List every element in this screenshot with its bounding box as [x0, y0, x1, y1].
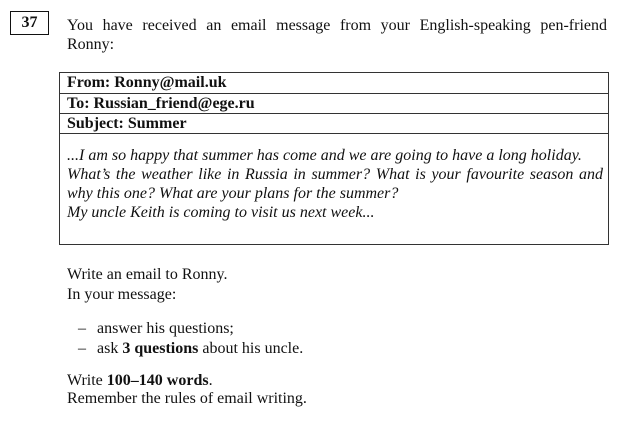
task-number: 37: [10, 11, 49, 35]
email-body-line: ...I am so happy that summer has come and we are going to have a long holiday.: [67, 147, 582, 164]
instruction-bullet: [78, 319, 234, 338]
email-subject: Subject: Summer: [60, 114, 608, 134]
instruction-in-message: In your message:: [67, 286, 177, 303]
email-body-line: What’s the weather like in Russia in summer? What is your favourite season and why this one? What are your plans for the summer?: [67, 166, 603, 202]
task-intro: You have received an email message from your English-speaking pen-friend Ronny:: [67, 17, 607, 53]
bullet-text: answer his questions;: [97, 320, 234, 337]
instruction-bullet: [78, 339, 303, 358]
bullet-bold-text: 3 questions: [122, 340, 199, 357]
bullet-text: about his uncle.: [198, 340, 304, 357]
email-from: From: Ronny@mail.uk: [60, 73, 608, 94]
email-to: To: Russian_friend@ege.ru: [60, 94, 608, 114]
email-body: [60, 134, 608, 222]
instruction-write-email: Write an email to Ronny.: [67, 266, 228, 283]
bullet-text: ask: [97, 340, 123, 357]
email-message-box: [59, 72, 609, 245]
email-body-line: My uncle Keith is coming to visit us next week...: [67, 204, 375, 221]
word-count-range: 100–140 words: [106, 372, 209, 389]
instruction-reminder: Remember the rules of email writing.: [67, 390, 307, 407]
word-count-suffix: .: [208, 372, 213, 389]
instruction-word-count: [67, 371, 213, 390]
bullet-dash: –: [78, 320, 86, 337]
word-count-prefix: Write: [67, 372, 107, 389]
bullet-dash: –: [78, 340, 86, 357]
